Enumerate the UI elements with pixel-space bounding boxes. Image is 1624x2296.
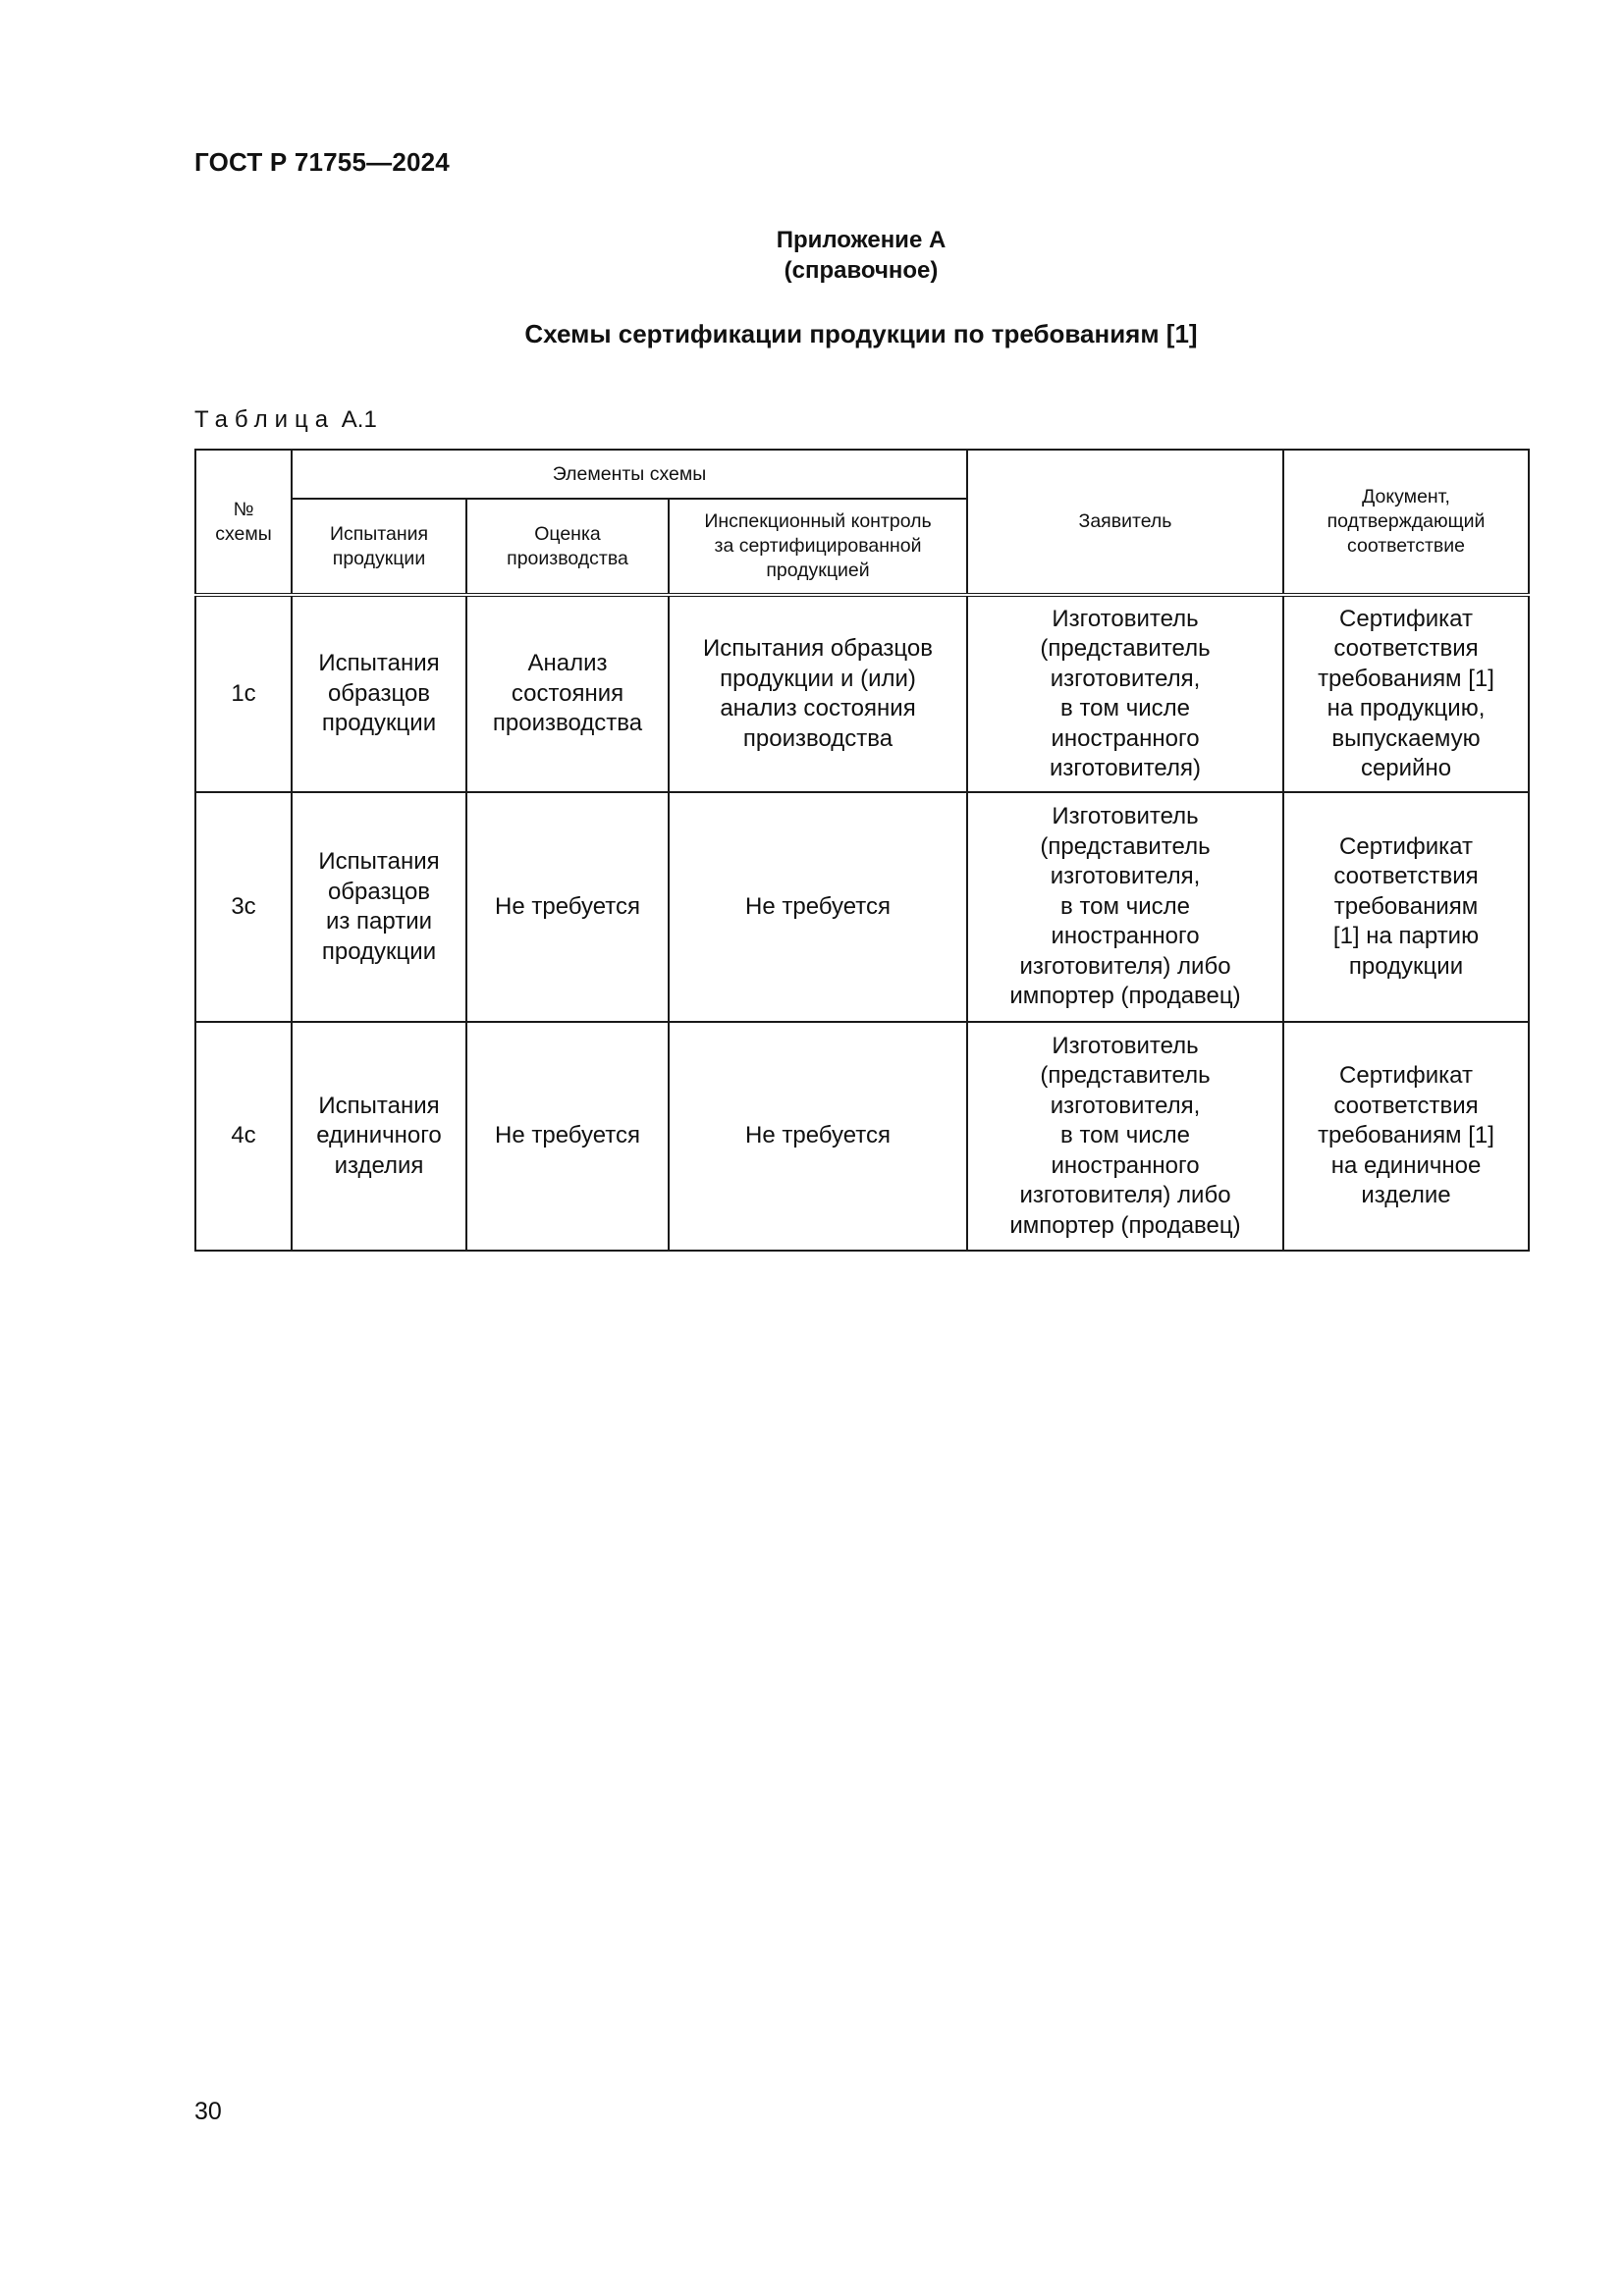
cell-inspection-control (669, 1022, 967, 1251)
cell-line: импортер (продавец) (1009, 1211, 1241, 1239)
cell-scheme (195, 1022, 292, 1251)
header-document-line: подтверждающий (1326, 510, 1486, 532)
cell-line: соответствия (1333, 635, 1479, 662)
cell-line: (представитель (1040, 635, 1211, 662)
cell-scheme (195, 595, 292, 792)
cell-line: продукции и (или) (720, 665, 916, 692)
cell-applicant (967, 792, 1283, 1022)
cell-line: образцов (327, 878, 431, 905)
cell-line: изготовителя) либо (1019, 1182, 1231, 1209)
annex-name: Приложение А (776, 227, 947, 253)
page-number: 30 (194, 2098, 222, 2125)
cell-inspection-control (669, 595, 967, 792)
cell-document (1283, 1022, 1529, 1251)
cell-production-assessment (466, 595, 669, 792)
cell-line: изготовителя, (1050, 1092, 1201, 1119)
cell-line: Испытания (318, 650, 440, 677)
cell-line: в том числе (1060, 1122, 1190, 1149)
header-inspection-control (669, 499, 967, 595)
header-product-testing (292, 499, 466, 595)
cell-line: иностранного (1051, 1151, 1200, 1179)
cell-line: Сертификат (1339, 1062, 1473, 1090)
cell-line: (представитель (1040, 1062, 1211, 1090)
cell-scheme-label: 3с (231, 892, 256, 920)
annex-kind: (справочное) (784, 257, 939, 284)
cell-line: производства (742, 724, 893, 752)
cell-line: из партии (325, 908, 433, 934)
table-caption-word: Таблица (194, 406, 336, 433)
cell-product-testing (292, 792, 466, 1022)
cell-product-testing (292, 1022, 466, 1251)
cell-line: соответствия (1333, 1092, 1479, 1119)
cell-line: состояния (511, 679, 624, 707)
cell-line: соответствия (1333, 863, 1479, 890)
header-scheme-no-line: № (233, 498, 254, 520)
header-production-assessment (466, 499, 669, 595)
cell-line: Не требуется (745, 1122, 891, 1149)
cell-line: Изготовитель (1052, 1032, 1199, 1059)
header-elements-group-label: Элементы схемы (552, 462, 707, 485)
cell-line: изделие (1361, 1182, 1451, 1209)
certification-schemes-table (194, 449, 1530, 1252)
header-elements-group (292, 450, 967, 499)
cell-line: Сертификат (1339, 832, 1473, 860)
annex-heading: Схемы сертификации продукции по требованиям [1] (524, 319, 1198, 348)
header-document (1283, 450, 1529, 595)
header-applicant-label: Заявитель (1078, 510, 1172, 532)
cell-line: (представитель (1040, 832, 1211, 860)
cell-document (1283, 595, 1529, 792)
cell-line: Изготовитель (1052, 803, 1199, 830)
cell-line: Испытания (318, 848, 440, 875)
cell-scheme (195, 792, 292, 1022)
cell-applicant (967, 595, 1283, 792)
cell-line: Не требуется (495, 892, 640, 920)
cell-applicant (967, 1022, 1283, 1251)
cell-line: продукции (321, 710, 437, 737)
header-scheme-no-line: схемы (215, 522, 272, 545)
cell-line: изготовителя) либо (1019, 952, 1231, 980)
cell-inspection-control (669, 792, 967, 1022)
cell-line: на продукцию, (1326, 695, 1486, 721)
cell-line: требованиям [1] (1318, 1122, 1494, 1149)
table-row (195, 1022, 1529, 1251)
cell-line: производства (492, 710, 643, 737)
cell-production-assessment (466, 1022, 669, 1251)
cell-line: на единичное (1330, 1151, 1482, 1179)
header-product-testing-line: Испытания (329, 522, 429, 545)
cell-line: в том числе (1060, 695, 1190, 721)
cell-line: Сертификат (1339, 605, 1473, 632)
header-document-line: соответствие (1347, 535, 1465, 557)
cell-production-assessment (466, 792, 669, 1022)
cell-line: единичного (316, 1122, 442, 1149)
cell-line: Анализ (527, 650, 608, 677)
header-inspection-control-line: за сертифицированной (714, 535, 922, 557)
table-row (195, 792, 1529, 1022)
cell-line: Испытания образцов (703, 635, 933, 662)
cell-line: образцов (327, 679, 431, 707)
cell-scheme-label: 1с (231, 679, 256, 707)
header-inspection-control-line: продукцией (766, 560, 870, 581)
cell-line: Испытания (318, 1092, 440, 1119)
cell-product-testing (292, 595, 466, 792)
cell-line: продукции (321, 937, 437, 965)
cell-scheme-label: 4с (231, 1122, 256, 1149)
cell-line: в том числе (1060, 892, 1190, 920)
table-row (195, 595, 1529, 792)
header-production-assessment-line: Оценка (534, 522, 601, 545)
cell-line: изготовителя, (1050, 665, 1201, 692)
cell-line: серийно (1360, 755, 1452, 781)
cell-line: Не требуется (495, 1122, 640, 1149)
cell-line: [1] на партию (1332, 923, 1480, 950)
cell-line: иностранного (1051, 724, 1200, 752)
header-row-top (195, 450, 1529, 499)
cell-document (1283, 792, 1529, 1022)
cell-line: требованиям (1333, 892, 1479, 920)
cell-line: выпускаемую (1331, 724, 1481, 752)
cell-line: Не требуется (745, 892, 891, 920)
header-production-assessment-line: производства (507, 547, 628, 569)
table-caption (194, 406, 377, 434)
cell-line: импортер (продавец) (1009, 983, 1241, 1010)
cell-line: продукции (1348, 952, 1464, 980)
cell-line: изготовителя, (1050, 863, 1201, 890)
cell-line: требованиям [1] (1318, 665, 1494, 692)
cell-line: изделия (334, 1151, 424, 1179)
header-product-testing-line: продукции (332, 547, 426, 569)
cell-line: Изготовитель (1052, 605, 1199, 632)
cell-line: иностранного (1051, 923, 1200, 950)
header-applicant (967, 450, 1283, 595)
header-scheme-no (195, 450, 292, 595)
cell-line: анализ состояния (720, 695, 916, 721)
header-inspection-control-line: Инспекционный контроль (704, 510, 932, 532)
header-document-line: Документ, (1362, 486, 1450, 507)
cell-line: изготовителя) (1050, 755, 1201, 781)
table-caption-number: А.1 (341, 406, 377, 433)
document-code: ГОСТ Р 71755—2024 (194, 147, 450, 177)
